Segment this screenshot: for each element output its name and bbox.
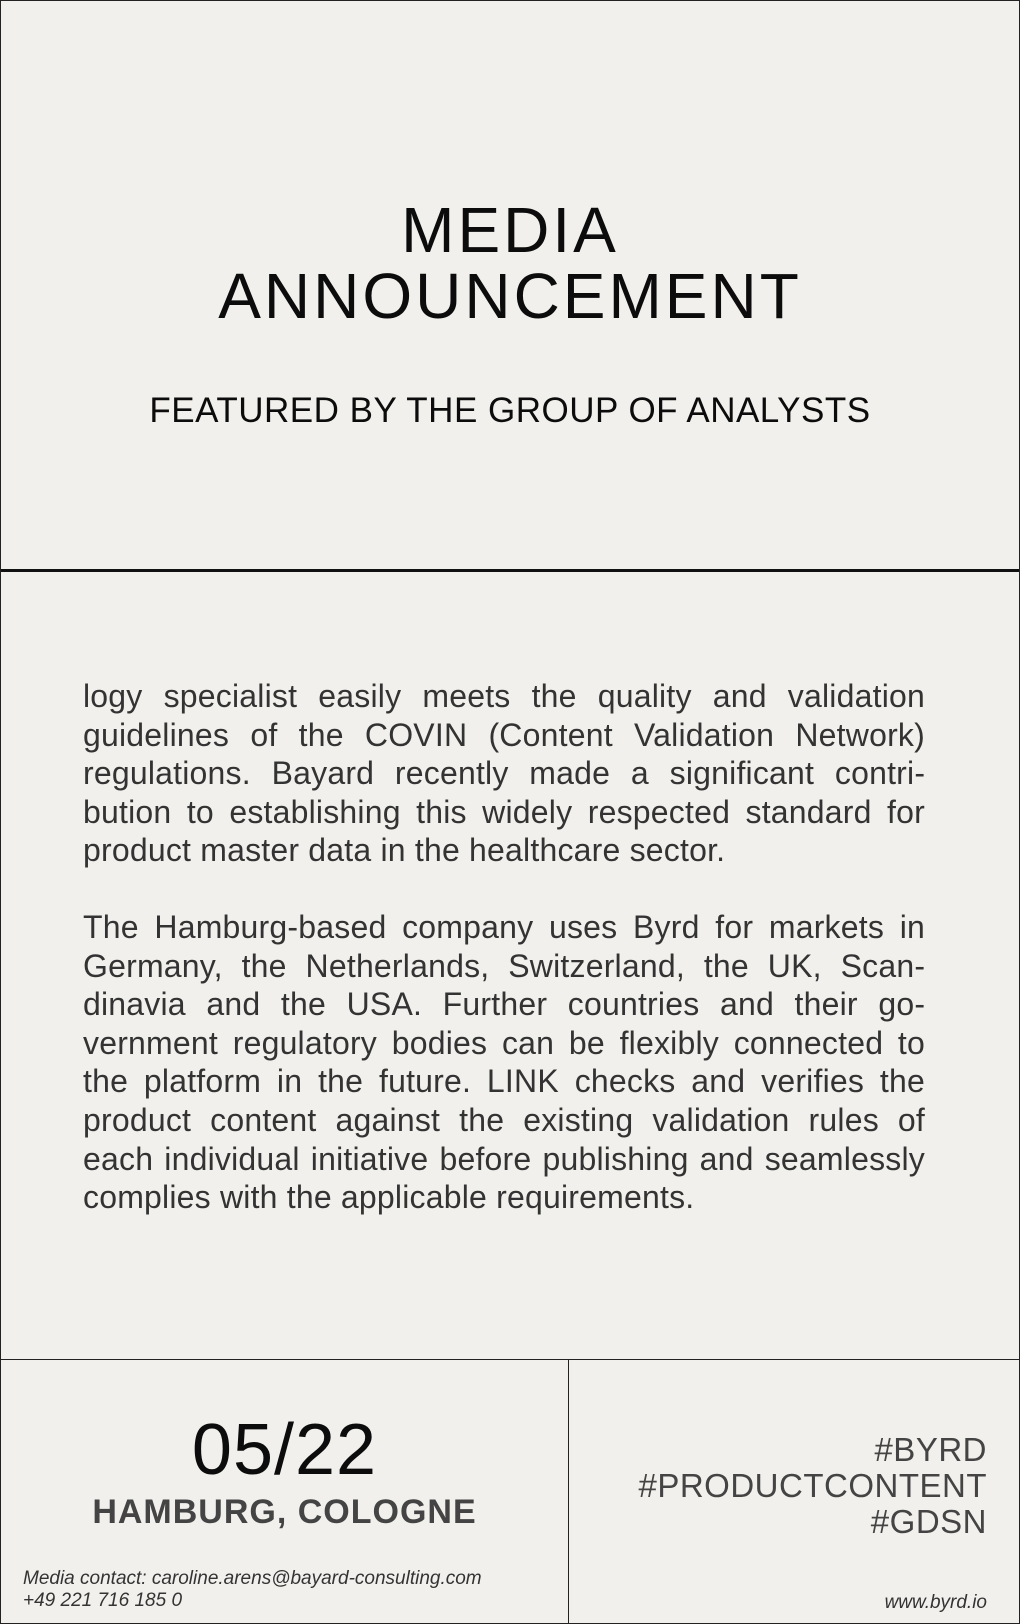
location: HAMBURG, COLOGNE [92, 1493, 477, 1531]
title-line-2: ANNOUNCEMENT [218, 260, 802, 332]
footer-divider [568, 1360, 569, 1624]
website-link[interactable]: www.byrd.io [884, 1592, 987, 1613]
hashtag-productcontent: #PRODUCTCONTENT [638, 1467, 987, 1504]
hashtags [638, 1432, 987, 1540]
hashtag-byrd: #BYRD [874, 1431, 987, 1468]
paragraph-1: logy specialist easily meets the quality and validation guidelines of the COVIN (Content Validation Network) regulations. Bayard recently made a significant contribution to establishing this widely respected standard for product master data in the healthcare sector. [83, 678, 925, 869]
body-text [83, 677, 925, 1255]
contact-email: Media contact: caroline.arens@bayard-consulting.com [23, 1568, 482, 1589]
paragraph-2: The Hamburg-based company uses Byrd for markets in Germany, the Netherlands, Switzerland, the UK, Scandinavia and the USA. Further countries and their government regulatory bodies can be flexibly connected to the platform in the future. LINK checks and verifies the product content against the existing validation rules of each individual initiative before publishing and seamlessly complies with the applicable requirements. [83, 908, 925, 1216]
footer-section [1, 1359, 1019, 1624]
subtitle: FEATURED BY THE GROUP OF ANALYSTS [149, 391, 871, 430]
media-contact [23, 1568, 482, 1612]
date: 05/22 [191, 1410, 378, 1490]
hashtag-gdsn: #GDSN [870, 1503, 987, 1540]
contact-phone: +49 221 716 185 0 [23, 1590, 183, 1611]
title-line-1: MEDIA [401, 194, 619, 266]
page-title [1, 194, 1019, 332]
header-section [1, 1, 1019, 572]
